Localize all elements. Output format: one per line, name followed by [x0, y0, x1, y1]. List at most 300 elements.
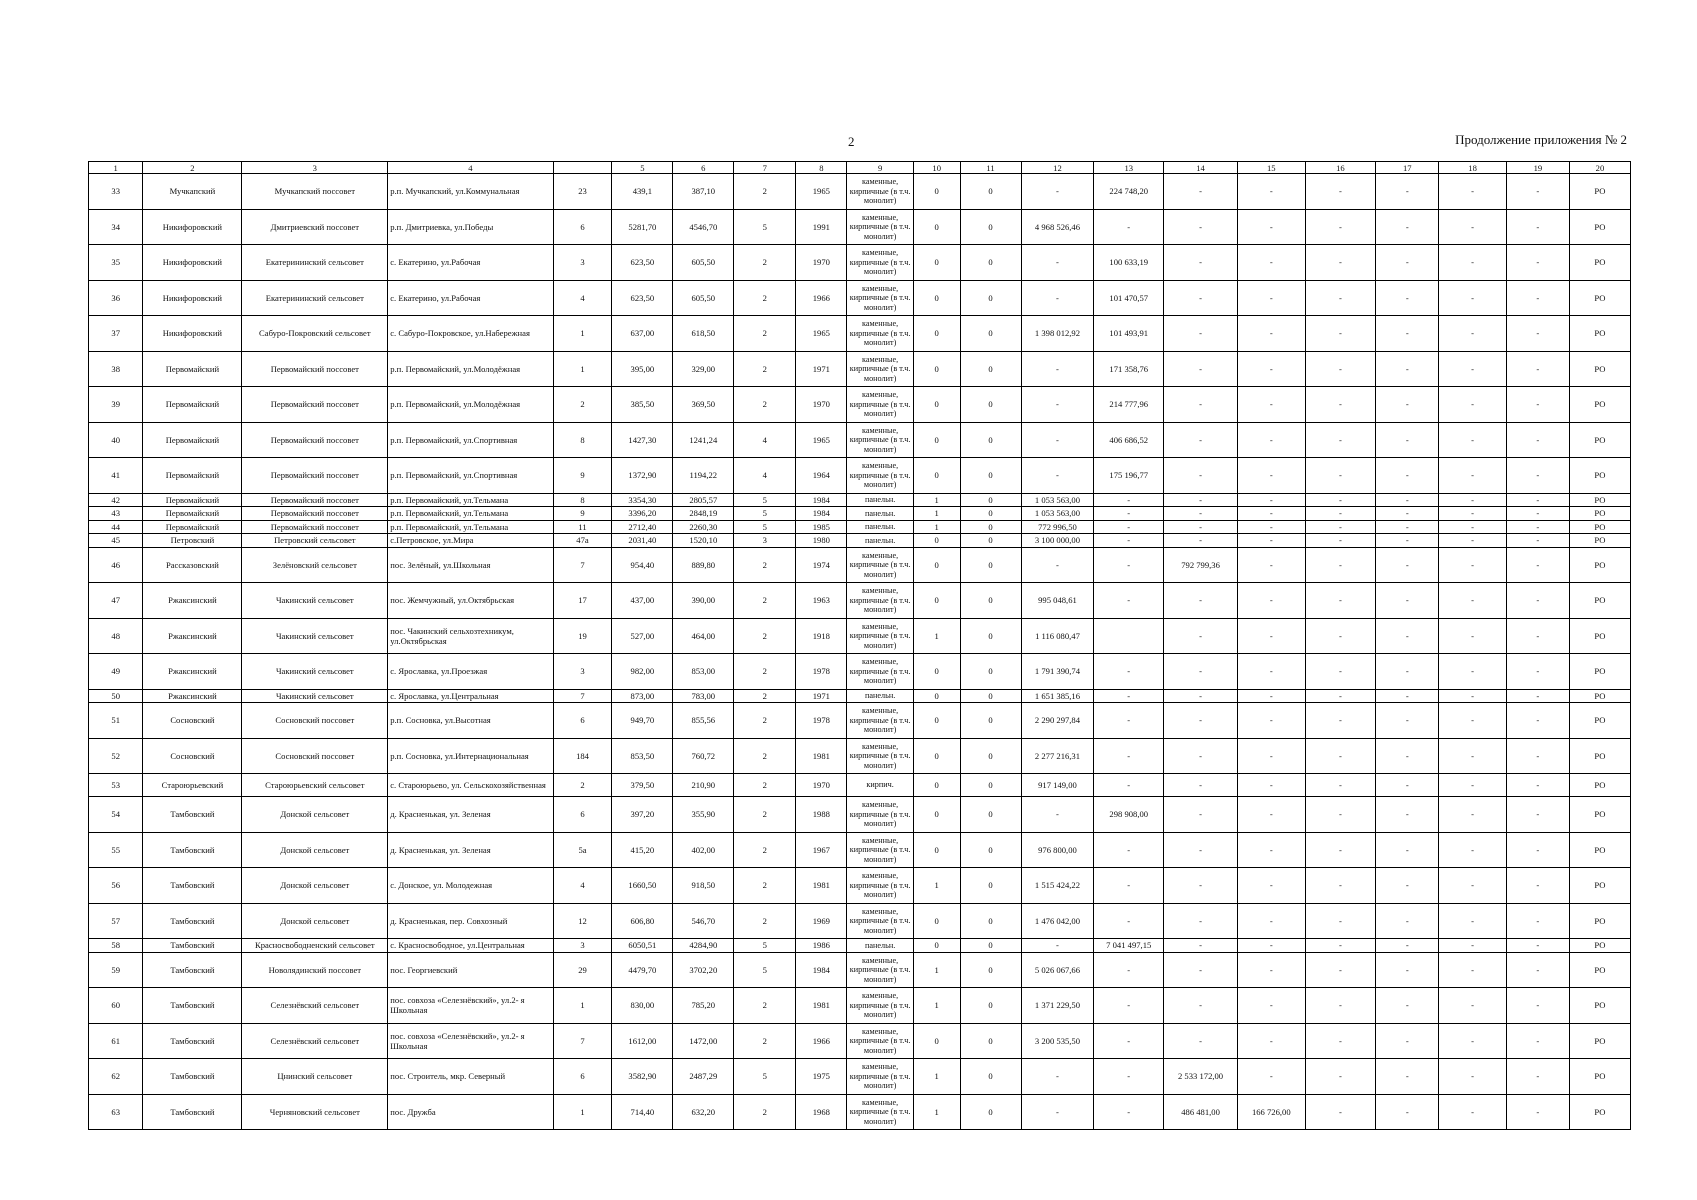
table-cell: -	[1094, 774, 1164, 797]
table-cell: 855,56	[673, 703, 734, 739]
table-cell: -	[1021, 1094, 1094, 1130]
table-cell: 47	[89, 583, 143, 619]
table-row	[89, 868, 1631, 904]
table-cell: Ржаксинский	[143, 654, 242, 690]
table-cell: -	[1506, 939, 1569, 953]
table-cell: 2848,19	[673, 507, 734, 521]
table-cell: Тамбовский	[143, 903, 242, 939]
table-cell: 4	[734, 422, 796, 458]
table-cell: -	[1164, 520, 1238, 534]
table-cell: -	[1439, 774, 1506, 797]
table-cell: 2031,40	[612, 534, 673, 548]
table-cell: 486 481,00	[1164, 1094, 1238, 1130]
table-cell: Чакинский сельсовет	[242, 583, 388, 619]
table-cell: с. Сабуро-Покровское, ул.Набережная	[388, 316, 553, 352]
table-cell: панельн.	[847, 939, 913, 953]
table-cell: 1372,90	[612, 458, 673, 494]
table-cell: 2	[734, 351, 796, 387]
column-header: 5	[612, 162, 673, 174]
table-cell: 1	[913, 952, 960, 988]
table-cell: с. Староюрьево, ул. Сельскохозяйственная	[388, 774, 553, 797]
table-cell: 7	[553, 1023, 612, 1059]
table-cell: 1612,00	[612, 1023, 673, 1059]
table-cell: -	[1164, 1023, 1238, 1059]
table-row	[89, 618, 1631, 654]
table-cell: -	[1305, 654, 1376, 690]
table-cell: -	[1506, 458, 1569, 494]
table-cell: 0	[960, 797, 1021, 833]
table-cell: 954,40	[612, 547, 673, 583]
table-cell: -	[1305, 493, 1376, 507]
table-cell: 19	[553, 618, 612, 654]
table-cell: -	[1439, 507, 1506, 521]
table-cell: 395,00	[612, 351, 673, 387]
table-cell: РО	[1569, 689, 1630, 703]
table-cell: каменные, кирпичные (в т.ч. монолит)	[847, 703, 913, 739]
table-cell: -	[1376, 703, 1439, 739]
table-cell: р.п. Первомайский, ул.Тельмана	[388, 507, 553, 521]
table-cell: -	[1376, 387, 1439, 423]
table-cell: -	[1376, 988, 1439, 1024]
table-cell: -	[1439, 618, 1506, 654]
table-cell: каменные, кирпичные (в т.ч. монолит)	[847, 1094, 913, 1130]
table-row	[89, 520, 1631, 534]
table-cell: 1966	[796, 1023, 847, 1059]
table-cell: Первомайский	[143, 387, 242, 423]
table-cell: 1520,10	[673, 534, 734, 548]
table-cell: -	[1305, 1023, 1376, 1059]
table-cell: -	[1376, 1023, 1439, 1059]
table-cell: каменные, кирпичные (в т.ч. монолит)	[847, 738, 913, 774]
table-cell: 2260,30	[673, 520, 734, 534]
table-cell: -	[1376, 832, 1439, 868]
table-cell: каменные, кирпичные (в т.ч. монолит)	[847, 174, 913, 210]
table-cell: Первомайский	[143, 458, 242, 494]
table-cell: 298 908,00	[1094, 797, 1164, 833]
table-cell: -	[1238, 1059, 1305, 1095]
table-cell: 1978	[796, 703, 847, 739]
table-cell: 4	[553, 868, 612, 904]
table-cell: 63	[89, 1094, 143, 1130]
table-cell: -	[1094, 1059, 1164, 1095]
table-cell: 0	[960, 493, 1021, 507]
table-cell: -	[1439, 868, 1506, 904]
table-cell: 792 799,36	[1164, 547, 1238, 583]
table-cell: 210,90	[673, 774, 734, 797]
table-row	[89, 316, 1631, 352]
table-cell: -	[1094, 903, 1164, 939]
table-cell: -	[1439, 832, 1506, 868]
table-cell: Ржаксинский	[143, 689, 242, 703]
table-cell: -	[1305, 774, 1376, 797]
table-cell: -	[1238, 689, 1305, 703]
table-cell: 4	[553, 280, 612, 316]
table-cell: Староюрьевский	[143, 774, 242, 797]
table-cell: 2	[734, 547, 796, 583]
table-cell: -	[1238, 387, 1305, 423]
table-cell: 1981	[796, 738, 847, 774]
table-cell: -	[1238, 534, 1305, 548]
table-cell: 5	[734, 507, 796, 521]
table-cell: Первомайский	[143, 493, 242, 507]
table-cell: -	[1376, 952, 1439, 988]
column-header	[553, 162, 612, 174]
table-cell: 56	[89, 868, 143, 904]
table-cell: -	[1164, 952, 1238, 988]
table-cell: Черняновский сельсовет	[242, 1094, 388, 1130]
table-cell: р.п. Сосновка, ул.Интернациональная	[388, 738, 553, 774]
table-cell: -	[1094, 689, 1164, 703]
table-cell: -	[1238, 583, 1305, 619]
table-cell: 2 290 297,84	[1021, 703, 1094, 739]
table-cell: Донской сельсовет	[242, 797, 388, 833]
table-cell: РО	[1569, 174, 1630, 210]
table-cell: 2	[734, 689, 796, 703]
table-cell: 1	[913, 507, 960, 521]
table-cell: Тамбовский	[143, 832, 242, 868]
table-cell: РО	[1569, 618, 1630, 654]
table-cell: 0	[913, 832, 960, 868]
table-cell: -	[1506, 245, 1569, 281]
continuation-title: Продолжение приложения № 2	[1455, 132, 1627, 147]
table-cell: с.Петровское, ул.Мира	[388, 534, 553, 548]
table-cell: 0	[960, 507, 1021, 521]
table-cell: Никифоровский	[143, 209, 242, 245]
table-row	[89, 1023, 1631, 1059]
table-cell: 1 053 563,00	[1021, 493, 1094, 507]
table-cell: 6	[553, 703, 612, 739]
table-cell: -	[1439, 689, 1506, 703]
table-cell: -	[1506, 280, 1569, 316]
table-cell: Первомайский	[143, 520, 242, 534]
table-cell: Никифоровский	[143, 280, 242, 316]
table-cell: -	[1376, 1059, 1439, 1095]
table-cell: 29	[553, 952, 612, 988]
table-cell: -	[1439, 493, 1506, 507]
table-cell: каменные, кирпичные (в т.ч. монолит)	[847, 458, 913, 494]
table-cell: 0	[913, 547, 960, 583]
table-cell: Донской сельсовет	[242, 903, 388, 939]
table-cell: -	[1305, 316, 1376, 352]
table-cell: пос. совхоза «Селезнёвский», ул.2- я Школьная	[388, 988, 553, 1024]
table-cell: -	[1094, 703, 1164, 739]
table-cell: РО	[1569, 583, 1630, 619]
table-cell: -	[1506, 689, 1569, 703]
table-cell: 8	[553, 493, 612, 507]
table-cell: 0	[960, 868, 1021, 904]
table-cell: -	[1439, 654, 1506, 690]
table-cell: -	[1238, 174, 1305, 210]
table-cell: -	[1021, 245, 1094, 281]
table-cell: -	[1305, 458, 1376, 494]
table-cell: -	[1164, 583, 1238, 619]
table-cell: 54	[89, 797, 143, 833]
table-cell: Первомайский	[143, 351, 242, 387]
table-cell: 1966	[796, 280, 847, 316]
table-cell: 100 633,19	[1094, 245, 1164, 281]
table-cell: -	[1376, 738, 1439, 774]
table-cell: 976 800,00	[1021, 832, 1094, 868]
table-cell: -	[1305, 387, 1376, 423]
table-cell: 0	[913, 903, 960, 939]
table-cell: 830,00	[612, 988, 673, 1024]
table-cell: Селезнёвский сельсовет	[242, 1023, 388, 1059]
table-cell: 439,1	[612, 174, 673, 210]
table-cell: 1 116 080,47	[1021, 618, 1094, 654]
table-cell: 1965	[796, 316, 847, 352]
table-cell: 0	[960, 939, 1021, 953]
table-cell: 62	[89, 1059, 143, 1095]
table-cell: Сосновский поссовет	[242, 703, 388, 739]
table-row	[89, 952, 1631, 988]
table-cell: 546,70	[673, 903, 734, 939]
table-cell: -	[1238, 493, 1305, 507]
table-cell: -	[1305, 797, 1376, 833]
table-cell: 0	[960, 316, 1021, 352]
table-cell: -	[1238, 209, 1305, 245]
table-cell: 0	[960, 422, 1021, 458]
table-cell: -	[1439, 797, 1506, 833]
table-cell: 618,50	[673, 316, 734, 352]
table-cell: 101 470,57	[1094, 280, 1164, 316]
table-cell: панельн.	[847, 507, 913, 521]
table-cell: -	[1238, 316, 1305, 352]
column-header-row	[89, 162, 1631, 174]
table-cell: 889,80	[673, 547, 734, 583]
table-cell: каменные, кирпичные (в т.ч. монолит)	[847, 988, 913, 1024]
table-cell: 3	[734, 534, 796, 548]
table-cell: -	[1376, 507, 1439, 521]
table-cell: -	[1238, 939, 1305, 953]
table-cell: -	[1305, 832, 1376, 868]
table-cell: РО	[1569, 1023, 1630, 1059]
table-cell: пос. Строитель, мкр. Северный	[388, 1059, 553, 1095]
table-cell: РО	[1569, 952, 1630, 988]
table-cell: 1	[553, 316, 612, 352]
table-cell: -	[1506, 351, 1569, 387]
table-cell: 2	[734, 245, 796, 281]
table-cell: -	[1021, 280, 1094, 316]
table-cell: панельн.	[847, 534, 913, 548]
table-cell: 17	[553, 583, 612, 619]
table-cell: Дмитриевский поссовет	[242, 209, 388, 245]
column-header: 19	[1506, 162, 1569, 174]
table-row	[89, 174, 1631, 210]
table-cell: -	[1439, 738, 1506, 774]
table-cell: -	[1439, 703, 1506, 739]
table-cell: -	[1305, 351, 1376, 387]
table-cell: 1660,50	[612, 868, 673, 904]
table-cell: -	[1506, 422, 1569, 458]
table-cell: 1967	[796, 832, 847, 868]
table-cell: 58	[89, 939, 143, 953]
table-row	[89, 245, 1631, 281]
table-cell: р.п. Мучкапский, ул.Коммунальная	[388, 174, 553, 210]
table-cell: 605,50	[673, 245, 734, 281]
table-cell: -	[1506, 774, 1569, 797]
table-cell: -	[1021, 174, 1094, 210]
column-header: 11	[960, 162, 1021, 174]
table-cell: Новолядинский поссовет	[242, 952, 388, 988]
table-cell: -	[1238, 952, 1305, 988]
table-cell: 918,50	[673, 868, 734, 904]
table-cell: РО	[1569, 351, 1630, 387]
table-cell: -	[1506, 316, 1569, 352]
table-cell: 1980	[796, 534, 847, 548]
table-cell: -	[1094, 209, 1164, 245]
table-cell: -	[1305, 738, 1376, 774]
table-cell: р.п. Первомайский, ул.Тельмана	[388, 520, 553, 534]
table-cell: -	[1376, 1094, 1439, 1130]
table-cell: -	[1238, 1023, 1305, 1059]
table-cell: 0	[913, 654, 960, 690]
table-cell: 11	[553, 520, 612, 534]
table-cell: 0	[913, 316, 960, 352]
table-cell: 387,10	[673, 174, 734, 210]
table-row	[89, 738, 1631, 774]
table-cell: 0	[960, 280, 1021, 316]
table-cell: РО	[1569, 458, 1630, 494]
table-cell: -	[1021, 458, 1094, 494]
table-cell: -	[1164, 316, 1238, 352]
table-cell: 0	[913, 1023, 960, 1059]
table-cell: 2	[734, 618, 796, 654]
table-cell: 329,00	[673, 351, 734, 387]
table-cell: 632,20	[673, 1094, 734, 1130]
table-cell: 214 777,96	[1094, 387, 1164, 423]
table-cell: -	[1506, 952, 1569, 988]
table-cell: -	[1506, 1059, 1569, 1095]
table-cell: РО	[1569, 738, 1630, 774]
table-cell: -	[1021, 797, 1094, 833]
table-cell: каменные, кирпичные (в т.ч. монолит)	[847, 316, 913, 352]
table-cell: Мучкапский поссовет	[242, 174, 388, 210]
table-cell: -	[1376, 774, 1439, 797]
table-cell: Тамбовский	[143, 1023, 242, 1059]
table-cell: 1964	[796, 458, 847, 494]
table-cell: 43	[89, 507, 143, 521]
table-cell: Чакинский сельсовет	[242, 618, 388, 654]
table-cell: Никифоровский	[143, 245, 242, 281]
table-cell: Сосновский	[143, 738, 242, 774]
table-cell: РО	[1569, 316, 1630, 352]
column-header: 15	[1238, 162, 1305, 174]
table-cell: 42	[89, 493, 143, 507]
table-cell: 0	[960, 1094, 1021, 1130]
table-cell: 5281,70	[612, 209, 673, 245]
table-cell: -	[1021, 939, 1094, 953]
table-cell: 853,00	[673, 654, 734, 690]
table-cell: каменные, кирпичные (в т.ч. монолит)	[847, 245, 913, 281]
table-cell: р.п. Первомайский, ул.Тельмана	[388, 493, 553, 507]
table-cell: 184	[553, 738, 612, 774]
table-cell: 0	[913, 458, 960, 494]
table-cell: 47а	[553, 534, 612, 548]
table-cell: Донской сельсовет	[242, 868, 388, 904]
table-cell: 55	[89, 832, 143, 868]
table-cell: РО	[1569, 507, 1630, 521]
table-cell: -	[1376, 316, 1439, 352]
table-cell: 3396,20	[612, 507, 673, 521]
table-cell: каменные, кирпичные (в т.ч. монолит)	[847, 583, 913, 619]
table-row	[89, 689, 1631, 703]
column-header: 9	[847, 162, 913, 174]
table-cell: Чакинский сельсовет	[242, 654, 388, 690]
table-row	[89, 654, 1631, 690]
table-cell: 2	[734, 280, 796, 316]
table-cell: -	[1021, 351, 1094, 387]
table-cell: -	[1305, 209, 1376, 245]
table-cell: 61	[89, 1023, 143, 1059]
table-cell: -	[1439, 209, 1506, 245]
table-cell: 2 277 216,31	[1021, 738, 1094, 774]
table-cell: 1970	[796, 387, 847, 423]
table-cell: -	[1238, 618, 1305, 654]
table-cell: р.п. Дмитриевка, ул.Победы	[388, 209, 553, 245]
table-cell: 5	[734, 1059, 796, 1095]
table-cell: -	[1164, 903, 1238, 939]
table-cell: 1984	[796, 493, 847, 507]
table-cell: -	[1305, 1059, 1376, 1095]
table-cell: пос. Георгиевский	[388, 952, 553, 988]
table-cell: Первомайский	[143, 507, 242, 521]
table-cell: 0	[913, 583, 960, 619]
table-cell: каменные, кирпичные (в т.ч. монолит)	[847, 351, 913, 387]
table-cell: Первомайский поссовет	[242, 520, 388, 534]
table-cell: 0	[913, 387, 960, 423]
table-cell: 1969	[796, 903, 847, 939]
table-cell: -	[1506, 583, 1569, 619]
table-row	[89, 1094, 1631, 1130]
column-header: 13	[1094, 162, 1164, 174]
table-cell: Екатерининский сельсовет	[242, 280, 388, 316]
table-cell: 4	[734, 458, 796, 494]
table-cell: 0	[960, 209, 1021, 245]
table-cell: -	[1094, 520, 1164, 534]
table-cell: -	[1439, 1059, 1506, 1095]
table-row	[89, 774, 1631, 797]
table-cell: 390,00	[673, 583, 734, 619]
table-cell: 52	[89, 738, 143, 774]
table-cell: -	[1238, 797, 1305, 833]
table-cell: Мучкапский	[143, 174, 242, 210]
table-cell: РО	[1569, 387, 1630, 423]
table-cell: 7	[553, 689, 612, 703]
table-cell: 2	[553, 774, 612, 797]
table-row	[89, 458, 1631, 494]
table-cell: 0	[913, 738, 960, 774]
table-cell: РО	[1569, 703, 1630, 739]
table-cell: Зелёновский сельсовет	[242, 547, 388, 583]
table-cell: 23	[553, 174, 612, 210]
table-cell: Ржаксинский	[143, 583, 242, 619]
table-cell: 1	[913, 868, 960, 904]
table-cell: 5	[734, 209, 796, 245]
column-header: 6	[673, 162, 734, 174]
table-cell: Рассказовский	[143, 547, 242, 583]
table-cell: 402,00	[673, 832, 734, 868]
table-cell: РО	[1569, 774, 1630, 797]
column-header: 2	[143, 162, 242, 174]
table-cell: -	[1164, 351, 1238, 387]
table-cell: 1	[913, 520, 960, 534]
table-cell: 1	[913, 988, 960, 1024]
table-cell: 1978	[796, 654, 847, 690]
table-cell: 772 996,50	[1021, 520, 1094, 534]
table-cell: РО	[1569, 547, 1630, 583]
table-cell: 0	[960, 174, 1021, 210]
table-row	[89, 797, 1631, 833]
